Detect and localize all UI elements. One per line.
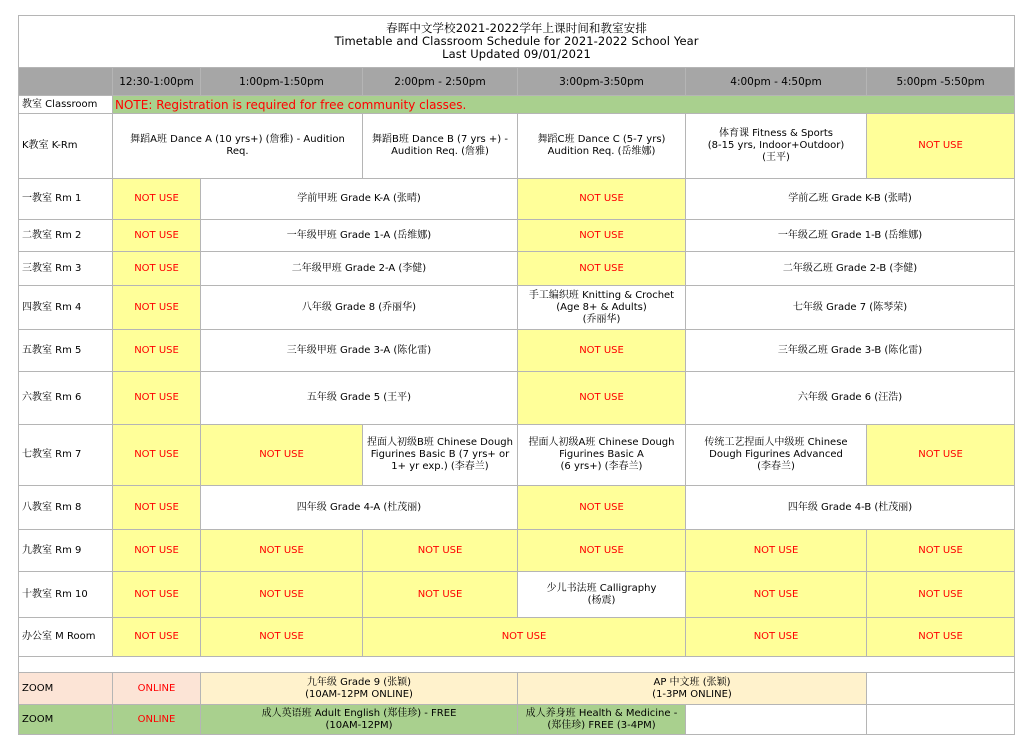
row-rm-5 xyxy=(19,330,1015,372)
class-text: 捏面人初级B班 Chinese Dough xyxy=(366,437,513,448)
class-text: 舞蹈B班 Dance B (7 yrs +) - xyxy=(371,134,508,145)
class-text: Figurines Basic B (7 yrs+ or xyxy=(370,449,510,460)
class-text: 1+ yr exp.) (李春兰) xyxy=(391,461,489,472)
not-use-cell: NOT USE xyxy=(113,618,201,657)
row-rm-8 xyxy=(19,486,1015,530)
not-use-cell: NOT USE xyxy=(113,179,201,220)
room-label: 三教室 Rm 3 xyxy=(19,252,113,286)
not-use-cell: NOT USE xyxy=(113,220,201,252)
time-slot-header: 1:00pm-1:50pm xyxy=(201,68,363,96)
not-use-cell: NOT USE xyxy=(201,618,363,657)
not-use-cell: NOT USE xyxy=(518,252,686,286)
room-label: 二教室 Rm 2 xyxy=(19,220,113,252)
not-use-cell: NOT USE xyxy=(363,618,686,657)
class-text: 舞蹈C班 Dance C (5-7 yrs) xyxy=(537,134,666,145)
room-label: 办公室 M Room xyxy=(19,618,113,657)
not-use-cell: NOT USE xyxy=(363,572,518,618)
class-text: 舞蹈A班 Dance A (10 yrs+) (詹雅) - Audition xyxy=(130,134,345,145)
class-cell-dance-b xyxy=(363,114,518,179)
room-label: 四教室 Rm 4 xyxy=(19,286,113,330)
zoom-label: ZOOM xyxy=(19,673,113,705)
row-rm-1 xyxy=(19,179,1015,220)
class-cell-adult-english xyxy=(201,705,518,735)
registration-note: NOTE: Registration is required for free community classes. xyxy=(113,96,1015,114)
empty-cell xyxy=(867,673,1015,705)
not-use-cell: NOT USE xyxy=(113,330,201,372)
class-text: (Age 8+ & Adults) xyxy=(556,301,647,313)
class-text: 体育课 Fitness & Sports xyxy=(718,128,834,139)
class-text: (李春兰) xyxy=(757,461,795,472)
not-use-cell: NOT USE xyxy=(867,114,1015,179)
class-text: (10AM-12PM) xyxy=(325,719,393,731)
zoom-label: ZOOM xyxy=(19,705,113,735)
class-text: (王平) xyxy=(762,152,790,163)
class-text: (6 yrs+) (李春兰) xyxy=(560,461,643,472)
class-text: (杨震) xyxy=(587,594,616,606)
not-use-cell: NOT USE xyxy=(201,530,363,572)
not-use-cell: NOT USE xyxy=(867,530,1015,572)
class-text: (8-15 yrs, Indoor+Outdoor) xyxy=(707,140,845,151)
class-cell-fitness xyxy=(686,114,867,179)
class-text: 少儿书法班 Calligraphy xyxy=(546,582,657,594)
schedule-sheet xyxy=(18,15,1014,751)
class-text: Dough Figurines Advanced xyxy=(709,449,843,460)
empty-cell xyxy=(867,705,1015,735)
class-cell-dough-basic-b xyxy=(363,425,518,486)
row-rm-10 xyxy=(19,572,1015,618)
time-slot-header: 2:00pm - 2:50pm xyxy=(363,68,518,96)
row-k-rm xyxy=(19,114,1015,179)
class-text: Req. xyxy=(226,146,249,157)
class-text: 传统工艺捏面人中级班 Chinese xyxy=(704,437,848,448)
class-text: Audition Req. (岳维娜) xyxy=(547,146,656,157)
classroom-row xyxy=(19,96,1015,114)
class-cell-health-medicine xyxy=(518,705,686,735)
room-label: 六教室 Rm 6 xyxy=(19,372,113,425)
class-cell: 八年级 Grade 8 (乔丽华) xyxy=(201,286,518,330)
class-text: 手工编织班 Knitting & Crochet xyxy=(528,289,675,301)
not-use-cell: NOT USE xyxy=(113,425,201,486)
class-cell-grade-9 xyxy=(201,673,518,705)
class-text: Audition Req. (詹雅) xyxy=(391,146,489,157)
time-slot-header: 3:00pm-3:50pm xyxy=(518,68,686,96)
class-cell-dough-advanced xyxy=(686,425,867,486)
header-row xyxy=(19,68,1015,96)
not-use-cell: NOT USE xyxy=(518,530,686,572)
room-label: 九教室 Rm 9 xyxy=(19,530,113,572)
class-cell: 学前乙班 Grade K-B (张晴) xyxy=(686,179,1015,220)
title-chinese: 春晖中文学校2021-2022学年上课时间和教室安排 xyxy=(386,21,647,35)
class-text: (郑佳珍) FREE (3-4PM) xyxy=(547,719,656,731)
room-label: 七教室 Rm 7 xyxy=(19,425,113,486)
not-use-cell: NOT USE xyxy=(113,530,201,572)
class-text: (1-3PM ONLINE) xyxy=(652,688,732,700)
time-slot-header: 4:00pm - 4:50pm xyxy=(686,68,867,96)
time-slot-header: 5:00pm -5:50pm xyxy=(867,68,1015,96)
class-cell-knitting xyxy=(518,286,686,330)
not-use-cell: NOT USE xyxy=(113,486,201,530)
not-use-cell: NOT USE xyxy=(113,572,201,618)
not-use-cell: NOT USE xyxy=(518,330,686,372)
class-cell: 五年级 Grade 5 (王平) xyxy=(201,372,518,425)
schedule-table xyxy=(18,15,1015,735)
online-cell: ONLINE xyxy=(113,673,201,705)
class-cell-dance-a xyxy=(113,114,363,179)
not-use-cell: NOT USE xyxy=(113,252,201,286)
class-text: 捏面人初级A班 Chinese Dough xyxy=(528,437,675,448)
row-zoom-2 xyxy=(19,705,1015,735)
row-rm-7 xyxy=(19,425,1015,486)
class-text: 成人养身班 Health & Medicine - xyxy=(525,707,678,719)
class-cell: 二年级甲班 Grade 2-A (李健) xyxy=(201,252,518,286)
room-label: K教室 K-Rm xyxy=(19,114,113,179)
not-use-cell: NOT USE xyxy=(113,372,201,425)
spacer-row xyxy=(19,657,1015,673)
row-rm-9 xyxy=(19,530,1015,572)
row-zoom-1 xyxy=(19,673,1015,705)
not-use-cell: NOT USE xyxy=(518,220,686,252)
empty-cell xyxy=(686,705,867,735)
class-cell: 学前甲班 Grade K-A (张晴) xyxy=(201,179,518,220)
not-use-cell: NOT USE xyxy=(518,372,686,425)
header-corner xyxy=(19,68,113,96)
room-label: 十教室 Rm 10 xyxy=(19,572,113,618)
class-text: 九年级 Grade 9 (张颖) xyxy=(306,676,412,688)
row-rm-4 xyxy=(19,286,1015,330)
room-label: 一教室 Rm 1 xyxy=(19,179,113,220)
not-use-cell: NOT USE xyxy=(518,486,686,530)
class-cell-dough-basic-a xyxy=(518,425,686,486)
not-use-cell: NOT USE xyxy=(201,425,363,486)
last-updated: Last Updated 09/01/2021 xyxy=(442,47,591,61)
class-text: Figurines Basic A xyxy=(559,449,644,460)
class-text: (10AM-12PM ONLINE) xyxy=(305,688,413,700)
row-rm-2 xyxy=(19,220,1015,252)
not-use-cell: NOT USE xyxy=(518,179,686,220)
class-cell-dance-c xyxy=(518,114,686,179)
not-use-cell: NOT USE xyxy=(113,286,201,330)
spacer-cell xyxy=(19,657,1015,673)
class-text: AP 中文班 (张颖) xyxy=(653,676,731,688)
class-cell-calligraphy xyxy=(518,572,686,618)
not-use-cell: NOT USE xyxy=(201,572,363,618)
class-cell: 三年级乙班 Grade 3-B (陈化雷) xyxy=(686,330,1015,372)
row-rm-6 xyxy=(19,372,1015,425)
class-cell: 六年级 Grade 6 (汪浩) xyxy=(686,372,1015,425)
title-block xyxy=(19,16,1015,68)
classroom-label: 教室 Classroom xyxy=(19,96,113,114)
not-use-cell: NOT USE xyxy=(867,425,1015,486)
room-label: 八教室 Rm 8 xyxy=(19,486,113,530)
time-slot-header: 12:30-1:00pm xyxy=(113,68,201,96)
row-rm-3 xyxy=(19,252,1015,286)
not-use-cell: NOT USE xyxy=(686,618,867,657)
class-cell: 四年级 Grade 4-B (杜茂丽) xyxy=(686,486,1015,530)
online-cell: ONLINE xyxy=(113,705,201,735)
class-cell: 三年级甲班 Grade 3-A (陈化雷) xyxy=(201,330,518,372)
not-use-cell: NOT USE xyxy=(867,572,1015,618)
class-text: 成人英语班 Adult English (郑佳珍) - FREE xyxy=(261,707,457,719)
class-cell: 一年级乙班 Grade 1-B (岳维娜) xyxy=(686,220,1015,252)
row-m-room xyxy=(19,618,1015,657)
not-use-cell: NOT USE xyxy=(363,530,518,572)
not-use-cell: NOT USE xyxy=(686,572,867,618)
class-cell: 七年级 Grade 7 (陈琴荣) xyxy=(686,286,1015,330)
room-label: 五教室 Rm 5 xyxy=(19,330,113,372)
title-english: Timetable and Classroom Schedule for 2021-2022 School Year xyxy=(334,34,699,48)
class-cell: 二年级乙班 Grade 2-B (李健) xyxy=(686,252,1015,286)
class-cell-ap-chinese xyxy=(518,673,867,705)
class-cell: 一年级甲班 Grade 1-A (岳维娜) xyxy=(201,220,518,252)
class-cell: 四年级 Grade 4-A (杜茂丽) xyxy=(201,486,518,530)
class-text: (乔丽华) xyxy=(582,313,621,325)
not-use-cell: NOT USE xyxy=(867,618,1015,657)
not-use-cell: NOT USE xyxy=(686,530,867,572)
